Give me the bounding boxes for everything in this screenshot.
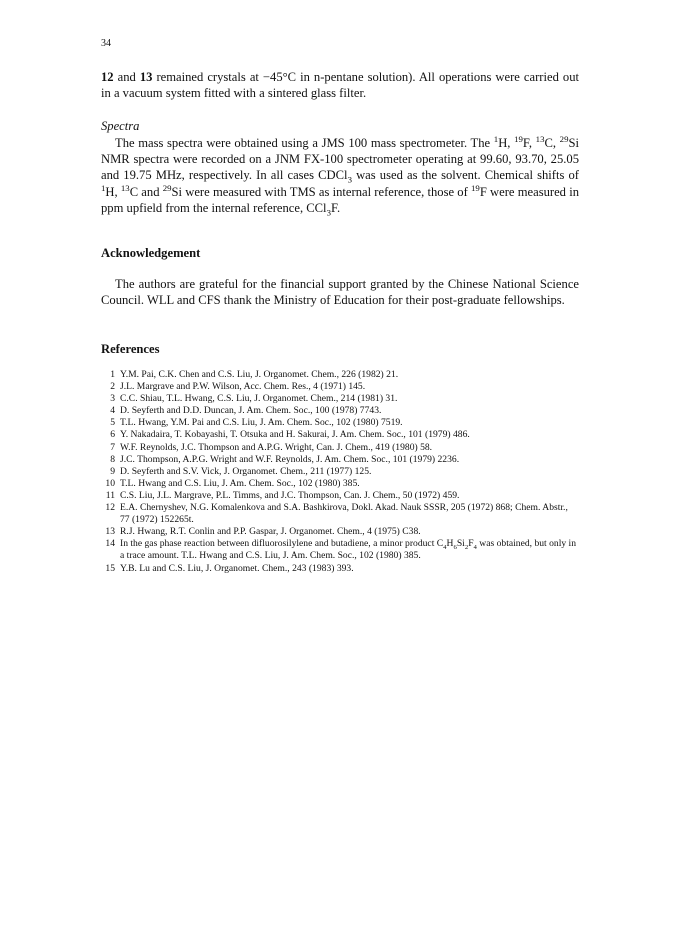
compound-number: 13: [139, 70, 153, 84]
intro-paragraph: 12 and 13 remained crystals at −45°C in n-pentane solution). All operations were carried out in a vacuum system fitted with a sintered glass filter.: [101, 70, 579, 101]
reference-item: 12 E.A. Chernyshev, N.G. Komalenkova and S.A. Bashkirova, Dokl. Akad. Nauk SSSR, 205 (1972) 868; Chem. Abstr., 77 (1972) 152265t.: [105, 502, 568, 526]
reference-item: 9 D. Seyferth and S.V. Vick, J. Organomet. Chem., 211 (1977) 125.: [110, 465, 372, 477]
spectra-paragraph: The mass spectra were obtained using a JMS 100 mass spectrometer. The $^1$H, $^{19}$F, $^{13}$C, $^{29}$Si NMR spectra were recorded on a JNM FX-100 spectrometer operating at 99.60, 93.70, 25.05 and 19.75 MHz, respectively. In all cases CDCl$_3$ was used as the solvent. Chemical shifts of $^1$H, $^{13}$C and $^{29}$Si were measured with TMS as internal reference, those of $^{19}$F were measured in ppm upfield from the internal reference, CCl$_3$F.: [101, 133, 579, 218]
reference-item: 13 R.J. Hwang, R.T. Conlin and P.P. Gaspar, J. Organomet. Chem., 4 (1975) C38.: [105, 526, 421, 538]
reference-item: 7 W.F. Reynolds, J.C. Thompson and A.P.G. Wright, Can. J. Chem., 419 (1980) 58.: [110, 441, 433, 453]
references-list: [101, 369, 579, 575]
reference-item: 5 T.L. Hwang, Y.M. Pai and C.S. Liu, J. Am. Chem. Soc., 102 (1980) 7519.: [110, 417, 403, 429]
page-number: 34: [101, 38, 111, 49]
acknowledgement-heading: Acknowledgement: [101, 246, 201, 260]
reference-item: 11 C.S. Liu, J.L. Margrave, P.L. Timms, and J.C. Thompson, Can. J. Chem., 50 (1972) 459.: [105, 489, 460, 501]
compound-number: 12: [101, 70, 114, 84]
reference-item: 8 J.C. Thompson, A.P.G. Wright and W.F. Reynolds, J. Am. Chem. Soc., 101 (1979) 2236.: [110, 453, 460, 465]
spectra-heading: Spectra: [101, 119, 140, 133]
reference-item: 2 J.L. Margrave and P.W. Wilson, Acc. Chem. Res., 4 (1971) 145.: [110, 381, 366, 393]
reference-item: 10 T.L. Hwang and C.S. Liu, J. Am. Chem. Soc., 102 (1980) 385.: [105, 477, 360, 489]
reference-item: 3 C.C. Shiau, T.L. Hwang, C.S. Liu, J. Organomet. Chem., 214 (1981) 31.: [110, 393, 398, 405]
reference-item: 15 Y.B. Lu and C.S. Liu, J. Organomet. Chem., 243 (1983) 393.: [105, 562, 354, 574]
reference-item: 1 Y.M. Pai, C.K. Chen and C.S. Liu, J. Organomet. Chem., 226 (1982) 21.: [110, 369, 399, 380]
reference-item: 14 In the gas phase reaction between difluorosilylene and butadiene, a minor product $C_4H_6Si_2F_4$ was obtained, but only in a trace amount. T.L. Hwang and C.S. Liu, J. Am. Chem. Soc., 102 (1980) 385.: [105, 538, 577, 562]
reference-item: 6 Y. Nakadaira, T. Kobayashi, T. Otsuka and H. Sakurai, J. Am. Chem. Soc., 101 (1979) 486.: [110, 429, 470, 441]
references-heading: References: [101, 342, 160, 356]
reference-item: 4 D. Seyferth and D.D. Duncan, J. Am. Chem. Soc., 100 (1978) 7743.: [110, 405, 382, 417]
acknowledgement-paragraph: The authors are grateful for the financial support granted by the Chinese National Science Council. WLL and CFS thank the Ministry of Education for their post-graduate fellowships.: [101, 277, 579, 308]
